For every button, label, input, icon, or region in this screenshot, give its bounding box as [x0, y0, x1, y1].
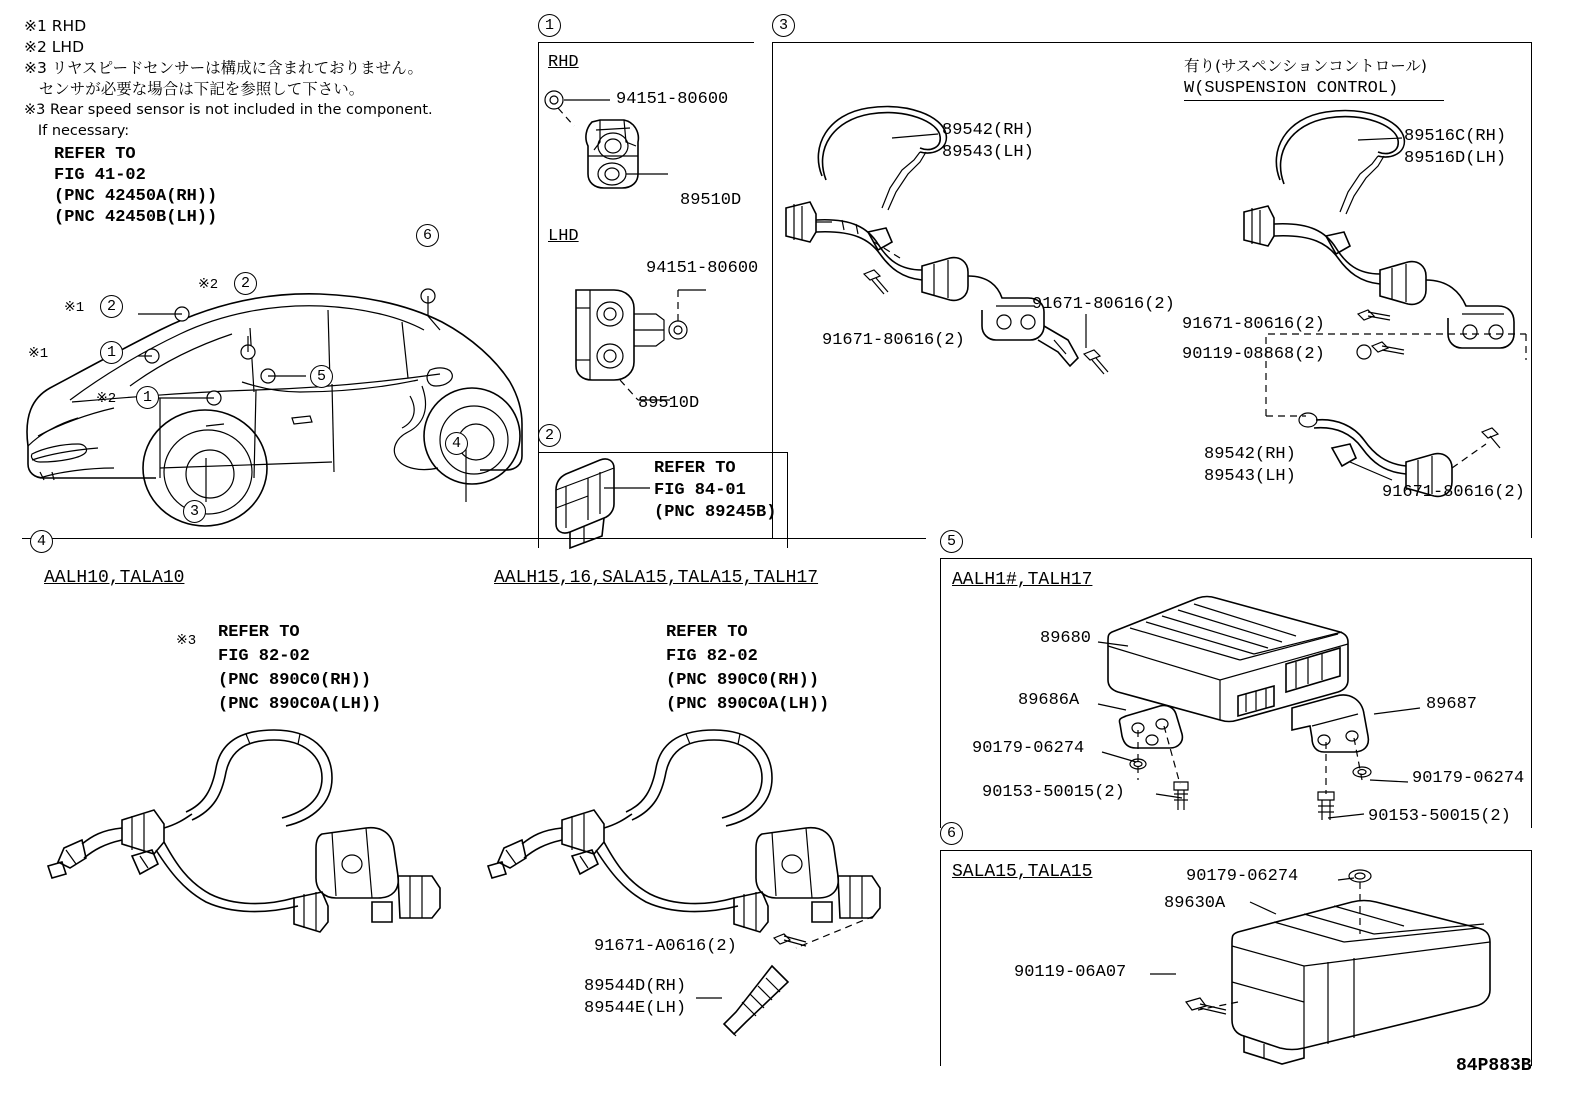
panel-3-right-sensor-rh: 89542(RH)	[1204, 445, 1296, 464]
car-callout-1-lhd-mark: ※2	[96, 391, 117, 407]
panel-5-bolt-right-leader	[1326, 804, 1372, 833]
panel-6-unit-leader	[1248, 898, 1288, 927]
panel-4-right-sensor-lh: 89544E(LH)	[584, 999, 687, 1018]
car-callout-2-rhd: 2	[100, 295, 123, 318]
panel-4-right-refer-3: (PNC 890C0(RH))	[666, 671, 820, 690]
panel-2-leader	[600, 460, 670, 505]
panel-4-right-refer-1: REFER TO	[666, 623, 748, 642]
panel-1-lhd-label: LHD	[548, 227, 579, 246]
panel-4-right-sensor-rh: 89544D(RH)	[584, 977, 687, 996]
note-refer-line1: REFER TO	[54, 145, 136, 164]
panel-4-number: 4	[30, 530, 53, 553]
panel-6-washer-leader	[1336, 872, 1366, 897]
diagram-code: 84P883B	[1456, 1056, 1532, 1076]
panel-5-bolt-left-label: 90153-50015(2)	[982, 783, 1125, 802]
panel-5-washer-left-label: 90179-06274	[972, 739, 1085, 758]
panel-3-left-bolt-right: 91671-80616(2)	[1032, 295, 1175, 314]
panel-1-rhd-bolt-label: 94151-80600	[616, 90, 729, 109]
note-refer-line2: FIG 41-02	[54, 166, 146, 185]
panel-5-bracket-left-leader	[1096, 696, 1136, 725]
panel-3-left-sensor-rh: 89542(RH)	[942, 121, 1034, 140]
panel-4-right-sensor-leader	[694, 986, 734, 1021]
panel-5-bracket-left-label: 89686A	[1018, 691, 1080, 710]
panel-5-washer-right-leader	[1368, 774, 1414, 803]
vehicle-illustration	[10, 210, 530, 540]
panel-5-washer-left-leader	[1100, 744, 1146, 773]
panel-4-right-refer-4: (PNC 890C0A(LH))	[666, 695, 830, 714]
car-callout-2-rhd-mark: ※1	[64, 300, 85, 316]
panel-3-right-title-jp: 有り(サスペンションコントロール)	[1184, 57, 1427, 75]
panel-1-number: 1	[538, 14, 561, 37]
panel-3-left-bolt-glyph-1	[858, 268, 898, 313]
panel-4-right-bolt-label: 91671-A0616(2)	[594, 937, 737, 956]
panel-5-bracket-right-label: 89687	[1426, 695, 1478, 714]
panel-3-right-sensor-lh: 89543(LH)	[1204, 467, 1296, 486]
panel-5-ecu-leader	[1096, 632, 1136, 661]
note-refer-line4: (PNC 42450B(LH))	[54, 208, 218, 227]
panel-5-drawing	[1090, 584, 1410, 824]
panel-6-title: SALA15,TALA15	[952, 862, 1093, 882]
note-3-jp-line1: ※3 リヤスピードセンサーは構成に含まれておりません。	[24, 59, 424, 77]
car-callout-1-rhd-mark: ※1	[28, 346, 49, 362]
note-3-en-line2: If necessary:	[24, 123, 130, 139]
panel-4-left-refer-2: FIG 82-02	[218, 647, 310, 666]
panel-4-left-refer-3: (PNC 890C0(RH))	[218, 671, 372, 690]
panel-4-right-drawing	[476, 716, 916, 956]
panel-4-left-mark: ※3	[176, 633, 197, 649]
car-callout-3: 3	[183, 500, 206, 523]
panel-3-right-title-en: W(SUSPENSION CONTROL)	[1184, 79, 1399, 98]
panel-2-refer-line3: (PNC 89245B)	[654, 503, 777, 522]
car-callout-1-rhd: 1	[100, 341, 123, 364]
panel-5-number: 5	[940, 530, 963, 553]
panel-3-right-harness-rh: 89516C(RH)	[1404, 127, 1507, 146]
panel-1-rhd-label: RHD	[548, 53, 579, 72]
panel-5-bracket-right-leader	[1372, 700, 1428, 729]
panel-4-right-refer-2: FIG 82-02	[666, 647, 758, 666]
panel-1-lhd-part-label: 89510D	[638, 394, 700, 413]
panel-3-left-bolt-left: 91671-80616(2)	[822, 331, 965, 350]
car-callout-4: 4	[445, 432, 468, 455]
panel-4-separator	[22, 538, 926, 539]
car-callout-2-lhd-mark: ※2	[198, 277, 219, 293]
note-3-en-line1: ※3 Rear speed sensor is not included in the component.	[24, 102, 433, 118]
panel-2-number: 2	[538, 424, 561, 447]
panel-3-right-bolt3: 91671-80616(2)	[1382, 483, 1525, 502]
panel-4-right-title: AALH15,16,SALA15,TALA15,TALH17	[494, 568, 819, 588]
note-1: ※1 RHD	[24, 17, 87, 35]
panel-4-left-refer-4: (PNC 890C0A(LH))	[218, 695, 382, 714]
panel-5-bolt-left-leader	[1154, 788, 1194, 817]
panel-6-unit-label: 89630A	[1164, 894, 1226, 913]
panel-5-title: AALH1#,TALH17	[952, 570, 1093, 590]
note-3-jp-line2: センサが必要な場合は下記を参照して下さい。	[24, 80, 365, 98]
note-refer-line3: (PNC 42450A(RH))	[54, 187, 218, 206]
panel-4-left-drawing	[36, 716, 476, 956]
panel-6-number: 6	[940, 822, 963, 845]
panel-3-right-harness-leader	[1356, 124, 1412, 159]
notes-block	[24, 16, 504, 228]
panel-5-washer-right-label: 90179-06274	[1412, 769, 1525, 788]
panel-3-right-harness-lh: 89516D(LH)	[1404, 149, 1507, 168]
panel-5-ecu-label: 89680	[1040, 629, 1092, 648]
panel-3-left-bolt-leader-2	[1082, 310, 1122, 365]
panel-3-left-sensor-leader	[890, 118, 950, 153]
car-callout-6: 6	[416, 224, 439, 247]
panel-3-right-bolt2: 90119-08868(2)	[1182, 345, 1325, 364]
panel-3-left-sensor-lh: 89543(LH)	[942, 143, 1034, 162]
panel-4-left-title: AALH10,TALA10	[44, 568, 185, 588]
panel-1-lhd-bolt-label: 94151-80600	[646, 259, 759, 278]
car-callout-2-lhd: 2	[234, 272, 257, 295]
panel-6-washer-label: 90179-06274	[1186, 867, 1299, 886]
panel-2-refer-line1: REFER TO	[654, 459, 736, 478]
panel-3-right-bolt1: 91671-80616(2)	[1182, 315, 1325, 334]
car-callout-5: 5	[310, 365, 333, 388]
panel-3-number: 3	[772, 14, 795, 37]
panel-6-bolt-leader	[1148, 968, 1188, 997]
panel-6-bolt-label: 90119-06A07	[1014, 963, 1127, 982]
panel-1-rhd-part-label: 89510D	[680, 191, 742, 210]
panel-5-bolt-right-label: 90153-50015(2)	[1368, 807, 1511, 826]
panel-4-left-refer-1: REFER TO	[218, 623, 300, 642]
panel-2-refer-line2: FIG 84-01	[654, 481, 746, 500]
note-2: ※2 LHD	[24, 38, 85, 56]
car-callout-1-lhd: 1	[136, 386, 159, 409]
